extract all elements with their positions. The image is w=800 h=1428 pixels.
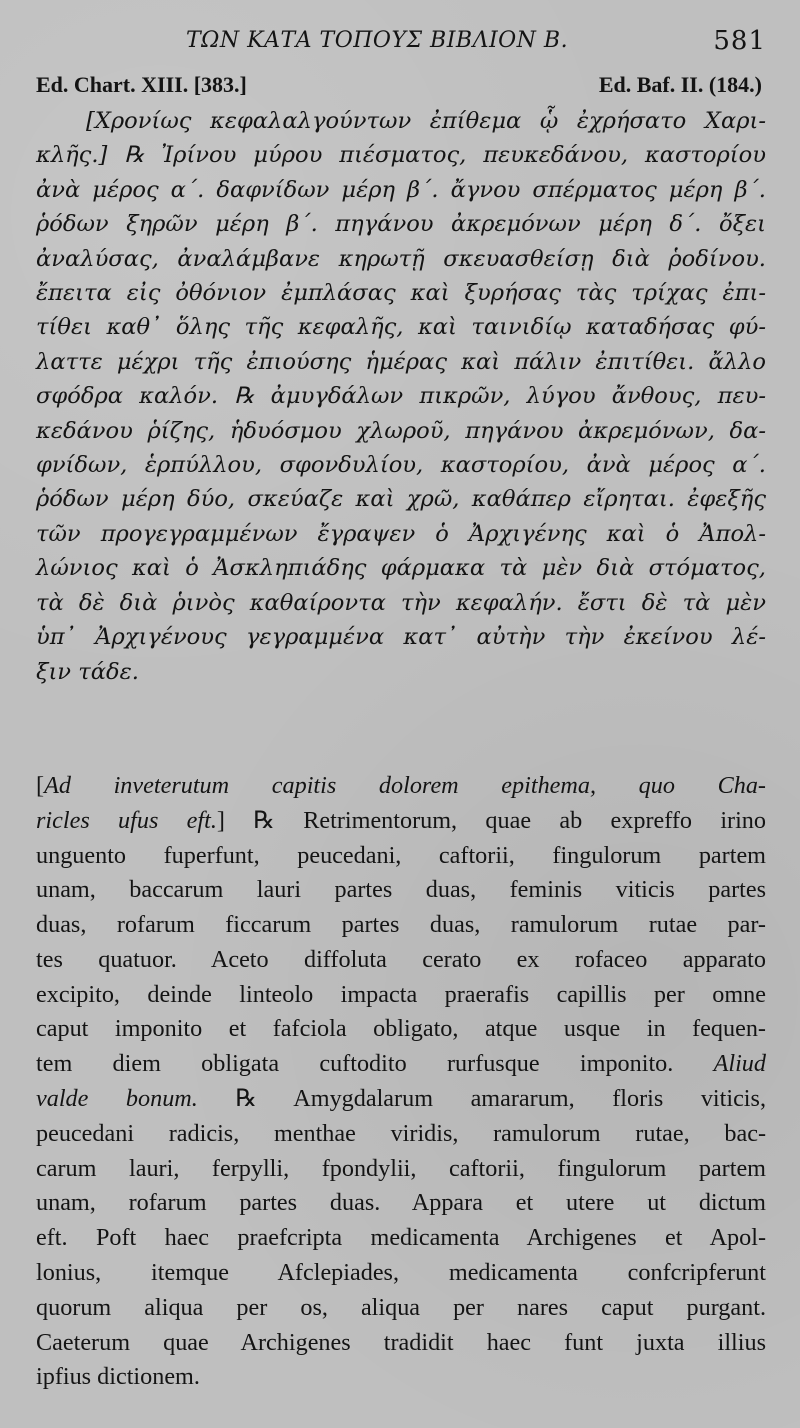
latin-text: ipfius dictionem. — [36, 1363, 200, 1391]
page-number: 581 — [713, 26, 766, 56]
greek-line: [Χρονίως κεφαλαλγούντων ἐπίθεμα ᾧ ἐχρήσατο Χαρι- — [86, 108, 766, 134]
latin-italic-text: Ad inveterutum capitis dolorem epithema, quo Cha- — [44, 771, 766, 799]
latin-line — [36, 943, 766, 978]
latin-line — [36, 1047, 766, 1082]
greek-line: ῥόδων ξηρῶν μέρη β΄. πηγάνου ἀκρεμόνων μέρη δ΄. ὄξει — [36, 211, 766, 238]
latin-text: unam, baccarum lauri partes duas, feminis viticis partes — [36, 876, 766, 904]
greek-line: σφόδρα καλόν. ℞ ἀμυγδάλων πικρῶν, λύγου ἄνθους, πευ- — [36, 383, 766, 410]
greek-line: ῥόδων μέρη δύο, σκεύαζε καὶ χρῶ, καθάπερ εἴρηται. ἐφεξῆς — [36, 486, 766, 513]
latin-line — [36, 769, 766, 804]
running-header — [36, 22, 766, 66]
latin-line — [36, 873, 766, 908]
latin-text: tem diem obligata cuftodito rurfusque imponito. — [36, 1050, 714, 1078]
latin-text: ] ℞ Retrimentorum, quae ab expreffo irino — [216, 806, 766, 834]
latin-text: ℞ Amygdalarum amararum, floris viticis, — [197, 1085, 766, 1113]
latin-text: quorum aliqua per os, aliqua per nares caput purgant. — [36, 1293, 766, 1321]
running-title: ΤΩΝ ΚΑΤΑ ΤΟΠΟΥΣ ΒΙΒΛΙΟΝ Β. — [186, 28, 569, 53]
latin-line — [36, 1082, 766, 1117]
latin-line — [36, 978, 766, 1013]
latin-italic-text: ricles ufus eft. — [36, 806, 217, 834]
greek-line: λαττε μέχρι τῆς ἐπιούσης ἡμέρας καὶ πάλιν ἐπιτίθει. ἄλλο — [36, 348, 766, 375]
greek-line: ἔπειτα εἰς ὀθόνιον ἐμπλάσας καὶ ξυρήσας τὰς τρίχας ἐπι- — [36, 280, 766, 307]
edition-chart: Ed. Chart. XIII. [383.] — [36, 72, 247, 97]
edition-line — [36, 72, 766, 98]
greek-line: τῶν προγεγραμμένων ἔγραψεν ὁ Ἀρχιγένης καὶ ὁ Ἀπολ- — [36, 520, 766, 547]
latin-line — [36, 1152, 766, 1187]
greek-line: λώνιος καὶ ὁ Ἀσκληπιάδης φάρμακα τὰ μὲν διὰ στόματος, — [36, 555, 766, 582]
greek-line: κλῆς.] ℞ Ἰρίνου μύρου πιέσματος, πευκεδάνου, καστορίου — [36, 142, 766, 169]
latin-text-block — [36, 769, 766, 1395]
greek-line: φνίδων, ἑρπύλλου, σφονδυλίου, καστορίου, ἀνὰ μέρος α΄. — [36, 452, 766, 479]
latin-line — [36, 804, 766, 839]
greek-line: τὰ δὲ διὰ ῥινὸς καθαίροντα τὴν κεφαλήν. ἔστι δὲ τὰ μὲν — [36, 589, 766, 616]
greek-line: τίθει καθ᾽ ὅλης τῆς κεφαλῆς, καὶ ταινιδίῳ καταδήσας φύ- — [36, 314, 766, 341]
latin-text: duas, rofarum ficcarum partes duas, ramulorum rutae par- — [36, 911, 766, 939]
latin-text: lonius, itemque Afclepiades, medicamenta confcripferunt — [36, 1259, 766, 1287]
latin-line — [36, 1186, 766, 1221]
greek-line: ἀναλύσας, ἀναλάμβανε κηρωτῇ σκευασθείσῃ διὰ ῥοδίνου. — [36, 245, 766, 272]
latin-line — [36, 1012, 766, 1047]
latin-line — [36, 1326, 766, 1361]
latin-text: unguento fuperfunt, peucedani, caftorii, fingulorum partem — [36, 841, 766, 869]
latin-text: caput imponito et fafciola obligato, atque usque in fequen- — [36, 1015, 766, 1043]
latin-text: Caeterum quae Archigenes tradidit haec funt juxta illius — [36, 1328, 766, 1356]
latin-line — [36, 1221, 766, 1256]
latin-italic-text: valde bonum. — [36, 1085, 198, 1113]
latin-text: [ — [36, 771, 45, 799]
latin-line — [36, 1291, 766, 1326]
latin-line — [36, 1256, 766, 1291]
latin-text: excipito, deinde linteolo impacta praerafis capillis per omne — [36, 980, 766, 1008]
latin-line — [36, 1117, 766, 1152]
greek-line: ἀνὰ μέρος α΄. δαφνίδων μέρη β΄. ἄγνου σπέρματος μέρη β΄. — [36, 176, 766, 203]
section-gap — [36, 689, 766, 769]
latin-text: carum lauri, ferpylli, fpondylii, caftorii, fingulorum partem — [36, 1154, 766, 1182]
greek-line: ξιν τάδε. — [36, 658, 139, 685]
latin-text: unam, rofarum partes duas. Appara et utere ut dictum — [36, 1189, 766, 1217]
latin-text: peucedani radicis, menthae viridis, ramulorum rutae, bac- — [36, 1119, 766, 1147]
latin-line — [36, 908, 766, 943]
greek-line: κεδάνου ῥίζης, ἡδυόσμου χλωροῦ, πηγάνου ἀκρεμόνων, δα- — [36, 417, 766, 444]
latin-italic-text: Aliud — [713, 1050, 766, 1078]
latin-line — [36, 839, 766, 874]
latin-line — [36, 1360, 766, 1395]
latin-text: eft. Poft haec praefcripta medicamenta Archigenes et Apol- — [36, 1224, 766, 1252]
greek-line: ὑπ᾽ Ἀρχιγένους γεγραμμένα κατ᾽ αὐτὴν τὴν ἐκείνου λέ- — [36, 624, 766, 651]
greek-text-block — [36, 104, 766, 689]
edition-basel: Ed. Baf. II. (184.) — [598, 72, 762, 97]
latin-text: tes quatuor. Aceto diffoluta cerato ex rofaceo apparato — [36, 945, 766, 973]
